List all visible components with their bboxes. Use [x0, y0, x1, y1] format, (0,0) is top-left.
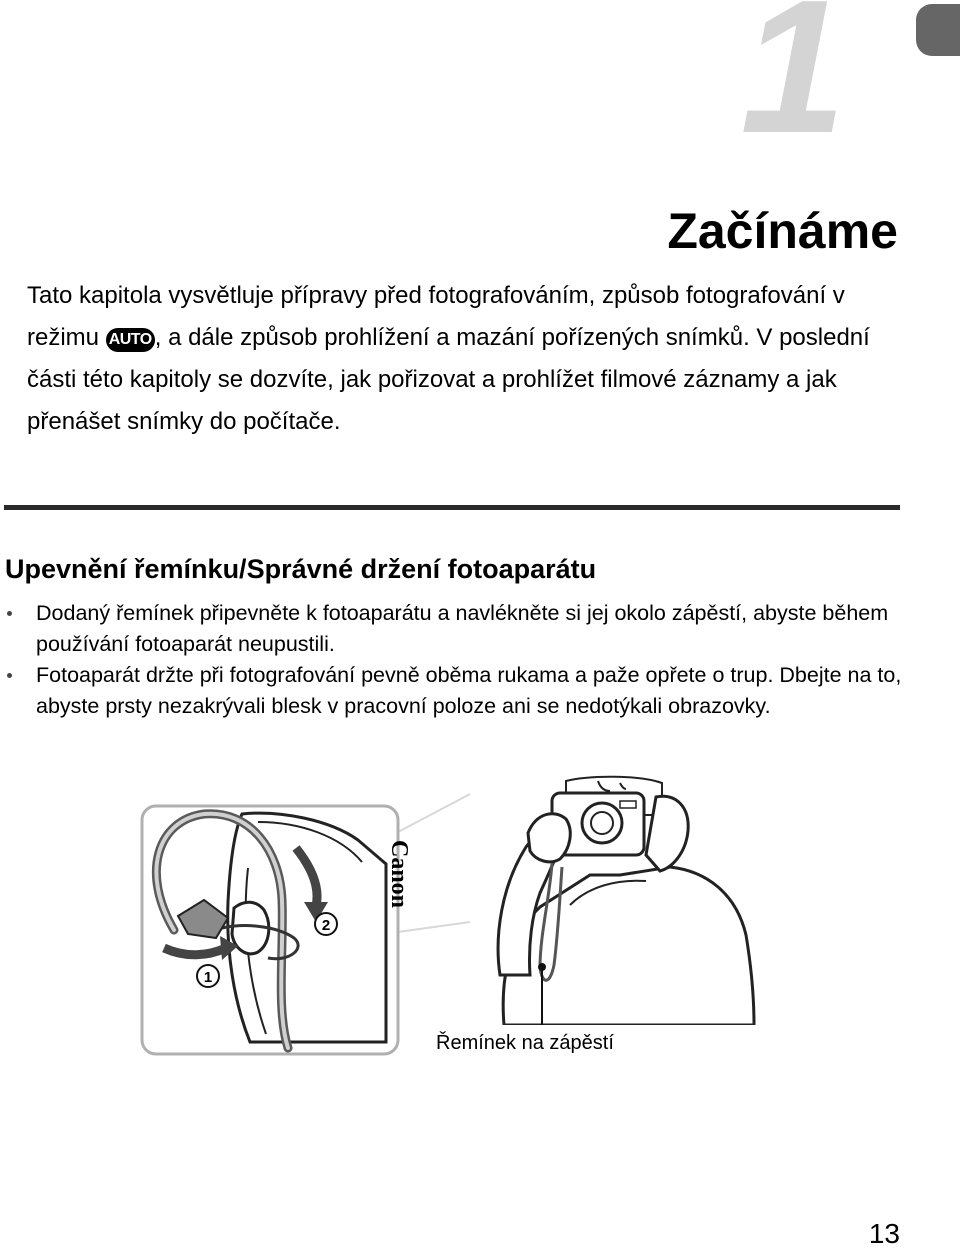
bullet-text: Dodaný řemínek připevněte k fotoaparátu a navlékněte si jej okolo zápěstí, abyste během používání fotoaparát neupustili.	[36, 601, 889, 656]
camera-flash	[620, 801, 636, 808]
intro-text-part2: , a dále způsob prohlížení a mazání pořízených snímků. V poslední části této kapitoly se dozvíte, jak pořizovat a prohlížet filmové záznamy a jak přenášet snímky do počítače.	[27, 324, 870, 435]
step-2-label: 2	[321, 917, 331, 934]
bullet-dot-icon	[7, 673, 12, 678]
callout-line	[398, 794, 470, 832]
page-number: 13	[868, 1218, 900, 1249]
auto-mode-icon: AUTO	[106, 328, 155, 352]
bullet-text: Fotoaparát držte při fotografování pevně oběma rukama a paže opřete o trup. Dbejte na to, abyste prsty nezakrývali blesk v pracovní poloze ani se nedotýkali obrazovky.	[36, 663, 902, 718]
callout-dot-icon	[538, 963, 546, 971]
left-hand	[528, 814, 570, 862]
chapter-tab-marker	[916, 4, 960, 56]
bullet-item	[0, 598, 940, 660]
intro-text-part1: Tato kapitola vysvětluje přípravy před fotografováním, způsob fotografování v režimu	[27, 282, 845, 351]
chapter-title: Začínáme	[667, 203, 898, 259]
brand-logo-text: Canon	[386, 840, 412, 909]
section-divider	[4, 505, 900, 510]
callout-line	[398, 922, 470, 932]
bullet-dot-icon	[7, 611, 12, 616]
section-heading: Upevnění řemínku/Správné držení fotoaparátu	[5, 554, 597, 584]
holding-camera-illustration	[470, 775, 770, 1025]
camera-lens-inner	[591, 812, 613, 834]
bullet-item	[0, 660, 940, 722]
step-1-label: 1	[203, 969, 213, 986]
strap-caption: Řemínek na zápěstí	[436, 1032, 614, 1054]
chapter-number: 1	[740, 0, 840, 173]
intro-paragraph	[27, 275, 907, 443]
bullet-list	[0, 598, 940, 722]
